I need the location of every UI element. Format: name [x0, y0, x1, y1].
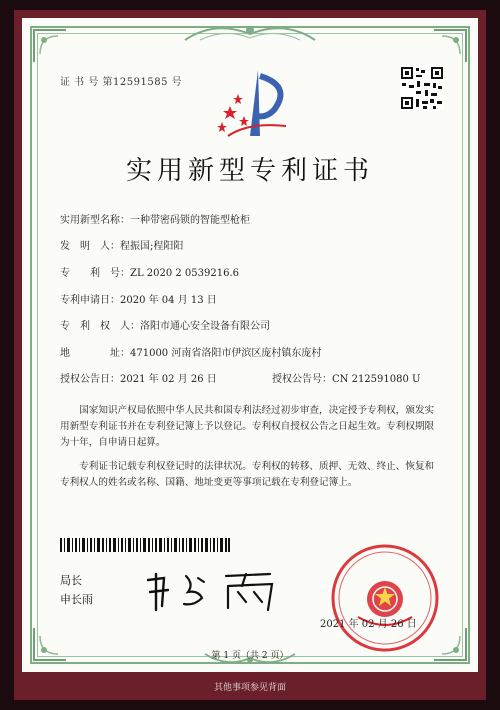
- corner-ornament-icon: [32, 28, 68, 64]
- page-number: 第 1 页（共 2 页）: [211, 651, 289, 661]
- certificate-paper: [22, 18, 478, 672]
- publication-number-label: 授权公告号：: [272, 374, 332, 385]
- director-name: 申长雨: [60, 593, 93, 606]
- field-inventor: [60, 237, 183, 252]
- inventor-label: 发 明 人：: [60, 241, 120, 252]
- patent-number-label: 专 利 号：: [60, 268, 130, 279]
- barcode-icon: [60, 538, 230, 552]
- publication-number-value: CN 212591080 U: [332, 374, 421, 385]
- patentee-label: 专 利 权 人：: [60, 321, 140, 332]
- qr-code-icon: [400, 66, 444, 110]
- certificate-title: 实用新型专利证书: [125, 156, 374, 186]
- certificate-number: 证 书 号 第12591585 号: [60, 77, 183, 88]
- utility-name-label: 实用新型名称：: [60, 215, 130, 226]
- publication-date-label: 授权公告日：: [60, 374, 120, 385]
- corner-ornament-icon: [432, 28, 468, 64]
- field-publication-date: [60, 370, 217, 385]
- address-value: 471000 河南省洛阳市伊滨区庞村镇东庞村: [130, 348, 322, 359]
- application-date-label: 专利申请日：: [60, 295, 120, 306]
- director-title: 局长: [60, 574, 82, 587]
- address-label: 地 址：: [60, 348, 130, 359]
- seal-date: 2021 年 02 月 26 日: [320, 619, 417, 630]
- field-utility-name: [60, 211, 250, 226]
- grant-paragraph: 国家知识产权局依照中华人民共和国专利法经过初步审查，决定授予专利权，颁发实用新型专利证书并在专利登记簿上予以登记。专利权自授权公告之日起生效。专利权期限为十年，自申请日起算。: [60, 405, 435, 448]
- footer-note: 其他事项参见背面: [213, 683, 286, 693]
- field-application-date: [60, 291, 217, 306]
- handwritten-signature-icon: [142, 566, 292, 614]
- publication-date-value: 2021 年 02 月 26 日: [120, 374, 217, 385]
- field-address: [60, 344, 321, 359]
- official-seal-icon: [322, 543, 448, 653]
- utility-name-value: 一种带密码锁的智能型枪柜: [130, 215, 250, 226]
- inventor-value: 程振国;程阳阳: [120, 241, 184, 252]
- field-patentee: [60, 317, 270, 332]
- status-paragraph: 专利证书记载专利权登记时的法律状况。专利权的转移、质押、无效、终止、恢复和专利权人的姓名或名称、国籍、地址变更等事项记载在专利登记簿上。: [60, 461, 435, 488]
- patent-number-value: ZL 2020 2 0539216.6: [130, 268, 240, 279]
- application-date-value: 2020 年 04 月 13 日: [120, 295, 217, 306]
- cnipa-logo-icon: [208, 66, 298, 146]
- field-patent-number: [60, 264, 239, 279]
- top-ornament-icon: [180, 20, 320, 44]
- patentee-value: 洛阳市通心安全设备有限公司: [140, 321, 270, 332]
- field-publication-number: [272, 370, 420, 385]
